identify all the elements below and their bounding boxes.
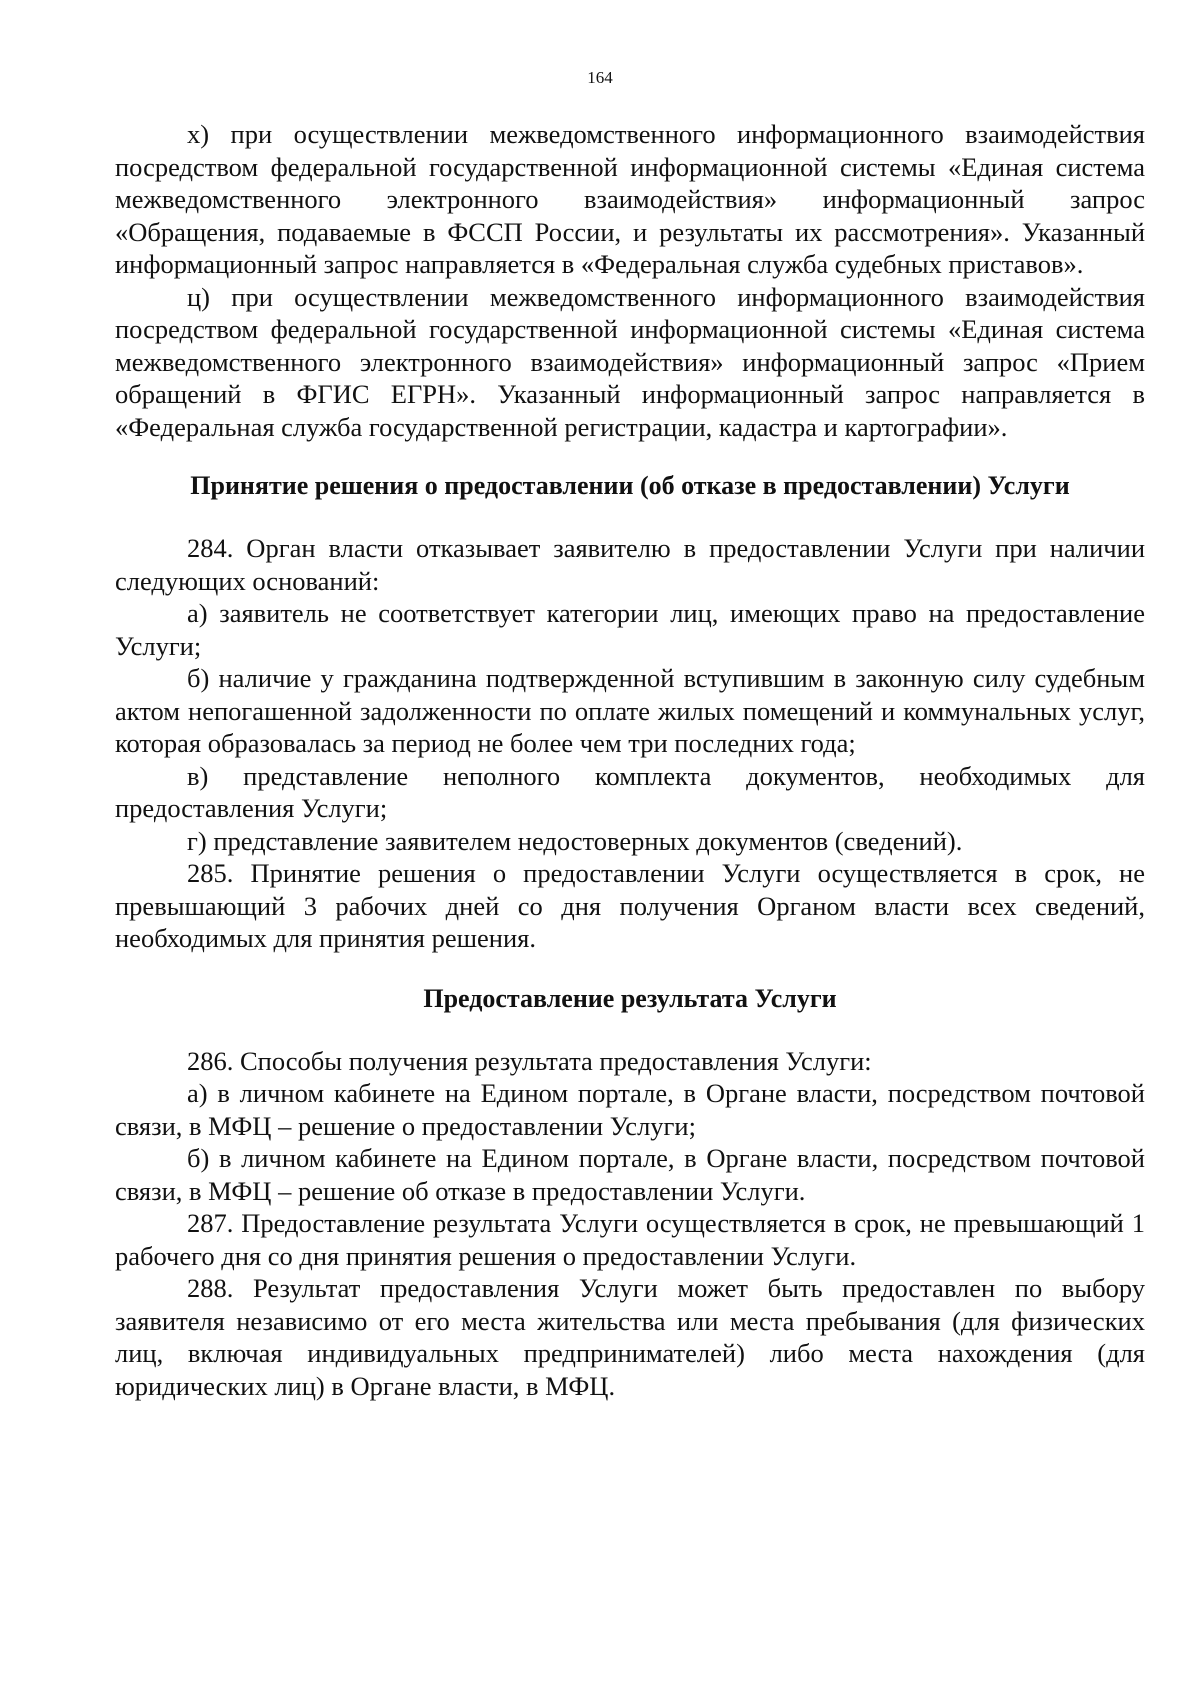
paragraph-284-v: в) представление неполного комплекта документов, необходимых для предоставления Услуги;: [115, 760, 1145, 823]
paragraph-284: 284. Орган власти отказывает заявителю в предоставлении Услуги при наличии следующих оснований:: [115, 533, 1145, 596]
paragraph-item-ts: ц) при осуществлении межведомственного информационного взаимодействия посредством федеральной государственной информационной системы «Единая система межведомственного электронного взаимодействия» информационный запрос «Прием обращений в ФГИС ЕГРН». Указанный информационный запрос направляется в «Федеральная служба государственной регистрации, кадастра и картографии».: [115, 281, 1145, 442]
paragraph-284-b: б) наличие у гражданина подтвержденной вступившим в законную силу судебным актом непогашенной задолженности по оплате жилых помещений и коммунальных услуг, которая образовалась за период не более чем три последних года;: [115, 663, 1145, 758]
page-number: 164: [587, 68, 613, 87]
paragraph-284-a: а) заявитель не соответствует категории лиц, имеющих право на предоставление Услуги;: [115, 598, 1145, 661]
paragraph-287: 287. Предоставление результата Услуги осуществляется в срок, не превышающий 1 рабочего дня со дня принятия решения о предоставлении Услуги.: [115, 1208, 1145, 1271]
paragraph-284-g: г) представление заявителем недостоверных документов (сведений).: [187, 825, 963, 856]
paragraph-288: 288. Результат предоставления Услуги может быть предоставлен по выбору заявителя независимо от его места жительства или места пребывания (для физических лиц, включая индивидуальных предпринимателей) либо места нахождения (для юридических лиц) в Органе власти, в МФЦ.: [115, 1273, 1145, 1401]
paragraph-285: 285. Принятие решения о предоставлении Услуги осуществляется в срок, не превышающий 3 рабочих дней со дня получения Органом власти всех сведений, необходимых для принятия решения.: [115, 858, 1145, 953]
paragraph-286: 286. Способы получения результата предоставления Услуги:: [187, 1045, 872, 1076]
section-heading-decision: Принятие решения о предоставлении (об отказе в предоставлении) Услуги: [190, 471, 1070, 500]
paragraph-286-a: а) в личном кабинете на Едином портале, в Органе власти, посредством почтовой связи, в МФЦ – решение о предоставлении Услуги;: [115, 1078, 1145, 1141]
section-heading-result: Предоставление результата Услуги: [423, 983, 837, 1013]
paragraph-286-b: б) в личном кабинете на Едином портале, в Органе власти, посредством почтовой связи, в МФЦ – решение об отказе в предоставлении Услуги.: [115, 1143, 1145, 1206]
document-body: [115, 118, 1145, 1402]
paragraph-item-x: х) при осуществлении межведомственного информационного взаимодействия посредством федеральной государственной информационной системы «Единая система межведомственного электронного взаимодействия» информационный запрос «Обращения, подаваемые в ФССП России, и результаты их рассмотрения». Указанный информационный запрос направляется в «Федеральная служба судебных приставов».: [115, 119, 1145, 279]
